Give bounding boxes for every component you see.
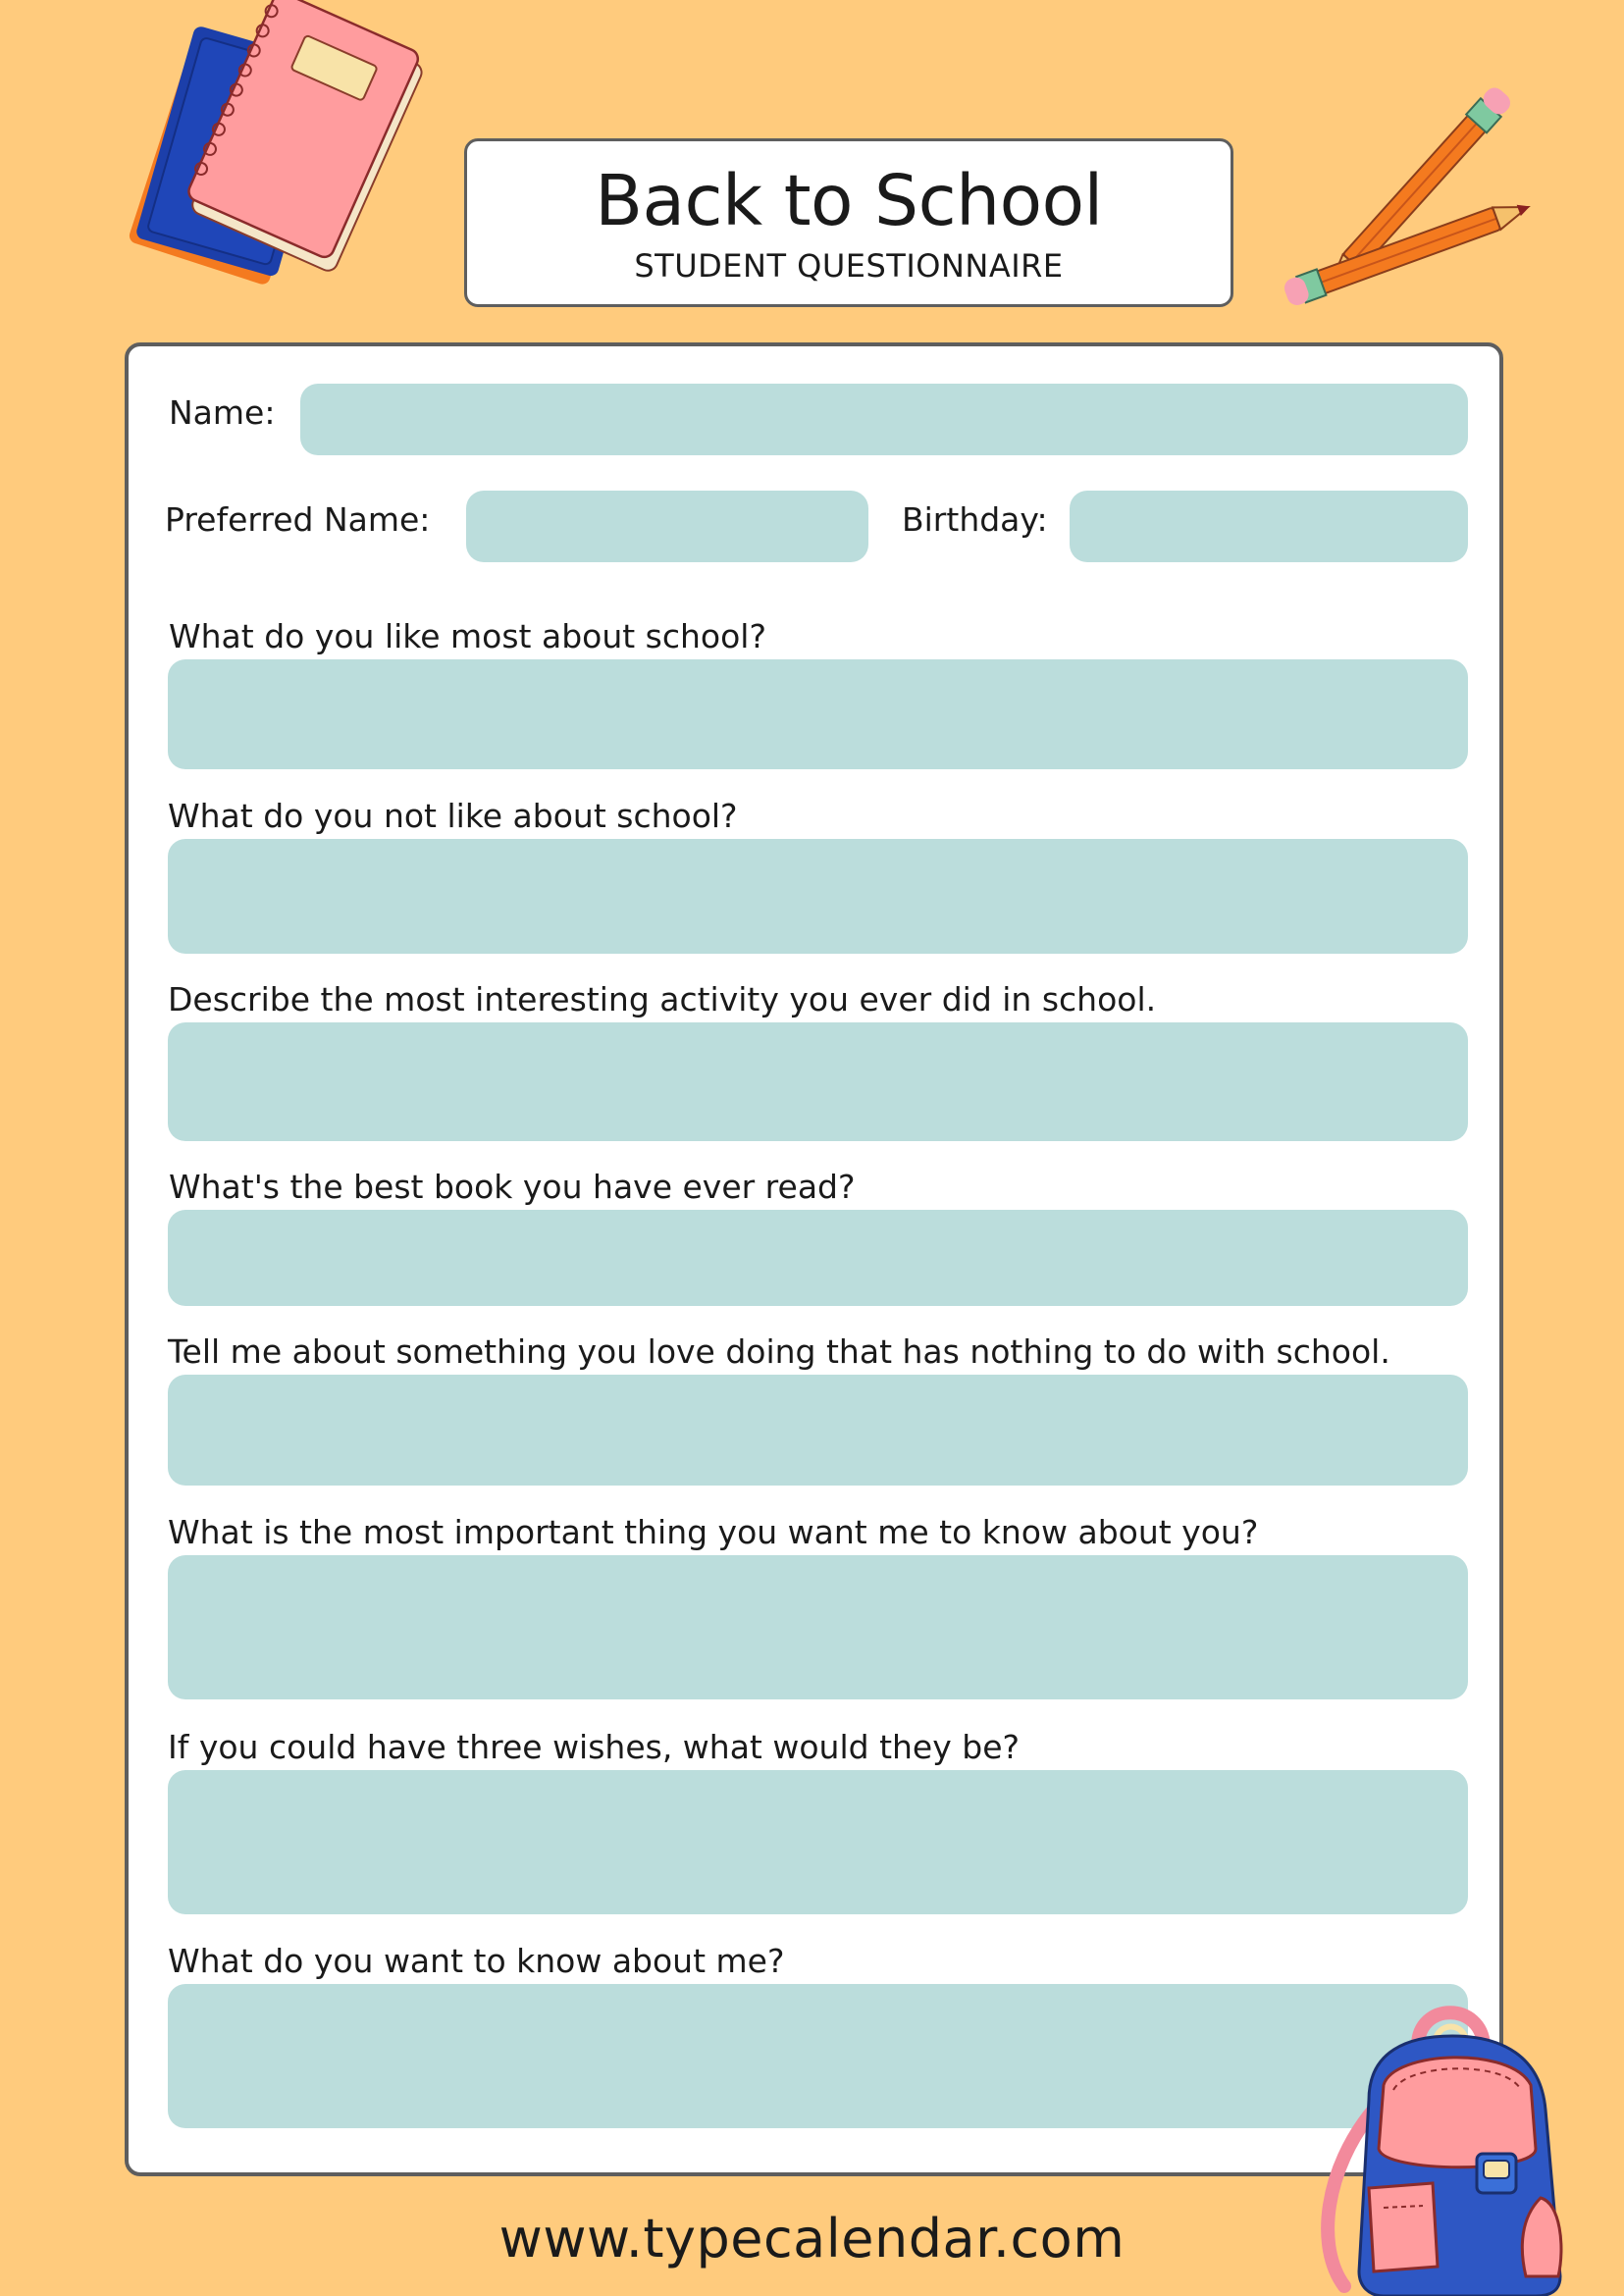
footer-website-url[interactable]: www.typecalendar.com [498, 2208, 1126, 2270]
question-1-label: What do you like most about school? [169, 617, 766, 655]
pencils-illustration [1276, 49, 1550, 324]
preferred-name-label: Preferred Name: [165, 500, 431, 539]
question-7-answer[interactable] [168, 1770, 1468, 1914]
question-1-answer[interactable] [168, 659, 1468, 769]
question-5-answer[interactable] [168, 1375, 1468, 1486]
question-7-label: If you could have three wishes, what would they be? [168, 1728, 1021, 1766]
question-5-label: Tell me about something you love doing that has nothing to do with school. [168, 1332, 1390, 1371]
page-subtitle: STUDENT QUESTIONNAIRE [634, 247, 1064, 285]
question-6-label: What is the most important thing you want me to know about you? [168, 1513, 1259, 1551]
title-box [464, 138, 1233, 307]
question-3-answer[interactable] [168, 1022, 1468, 1141]
page-title: Back to School [595, 160, 1103, 241]
question-6-answer[interactable] [168, 1555, 1468, 1699]
preferred-name-field[interactable] [466, 491, 868, 562]
question-8-answer[interactable] [168, 1984, 1468, 2128]
birthday-label: Birthday: [902, 500, 1048, 539]
question-2-label: What do you not like about school? [168, 797, 738, 835]
question-8-label: What do you want to know about me? [168, 1942, 785, 1980]
question-2-answer[interactable] [168, 839, 1468, 954]
notebooks-illustration [118, 0, 451, 334]
question-4-label: What's the best book you have ever read? [169, 1168, 856, 1206]
questionnaire-form [125, 342, 1503, 2176]
question-4-answer[interactable] [168, 1210, 1468, 1306]
name-label: Name: [169, 393, 276, 432]
question-3-label: Describe the most interesting activity you ever did in school. [168, 980, 1157, 1018]
name-field[interactable] [300, 384, 1468, 455]
birthday-field[interactable] [1070, 491, 1468, 562]
